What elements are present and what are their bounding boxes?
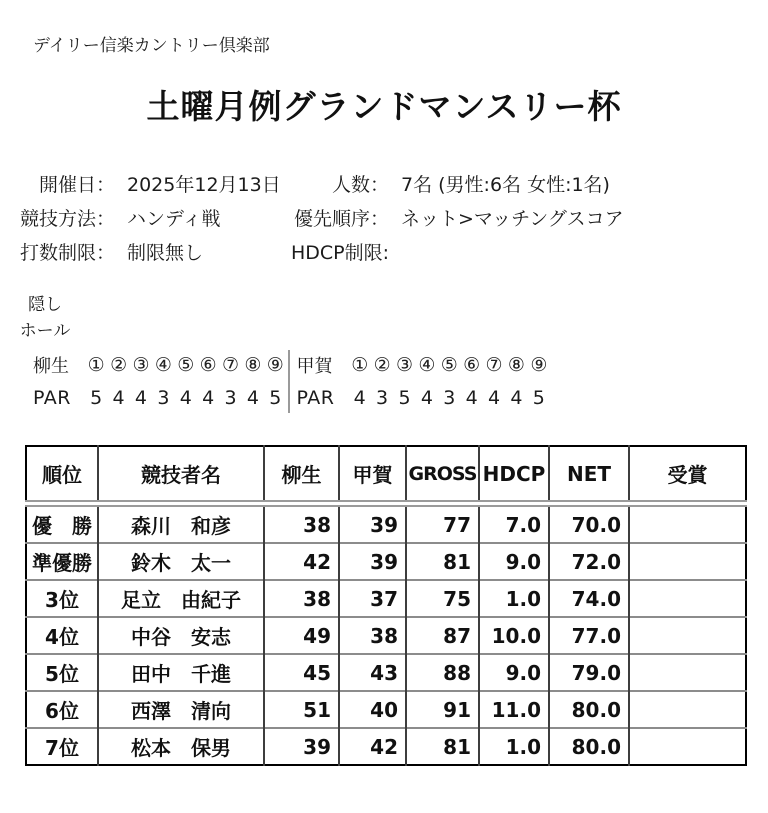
circled-hole-number-icon: ②: [373, 354, 391, 377]
cell-gross: 75: [406, 580, 479, 617]
info-label2: 人数：: [331, 174, 389, 197]
cell-gross: 87: [406, 617, 479, 654]
circled-hole-number-icon: ⑦: [485, 354, 503, 377]
cell-award: [629, 543, 746, 580]
circled-hole-number-icon: ③: [395, 354, 414, 377]
hidden-holes-label: [16, 292, 74, 344]
cell-yagyu: 38: [264, 504, 339, 544]
par-value: 3: [224, 387, 237, 410]
info-value: ハンディ戦: [127, 208, 221, 231]
par-value: 4: [112, 387, 125, 410]
cell-gross: 77: [406, 504, 479, 544]
cell-hdcp: 9.0: [479, 543, 549, 580]
table-row: [26, 728, 746, 765]
par-value: 4: [465, 387, 478, 410]
info-value2: [401, 236, 624, 270]
cell-koga: 39: [339, 504, 406, 544]
column-header: 順位: [26, 446, 98, 504]
results-table: [25, 445, 747, 766]
cell-rank: 6位: [26, 691, 98, 728]
cell-koga: 37: [339, 580, 406, 617]
course-name: 甲賀: [296, 356, 333, 378]
par-value: 4: [488, 387, 501, 410]
par-value: 3: [443, 387, 456, 410]
info-label: 開催日：: [38, 174, 115, 197]
cell-koga: 40: [339, 691, 406, 728]
cell-hdcp: 11.0: [479, 691, 549, 728]
circled-hole-number-icon: ③: [132, 354, 150, 377]
cell-rank: 準優勝: [26, 543, 98, 580]
cell-award: [629, 654, 746, 691]
cell-net: 74.0: [549, 580, 629, 617]
course-name: 柳生: [33, 356, 69, 378]
cell-hdcp: 9.0: [479, 654, 549, 691]
circled-hole-number-icon: ⑥: [463, 354, 481, 377]
cell-yagyu: 38: [264, 580, 339, 617]
cell-net: 70.0: [549, 504, 629, 544]
cell-name: 田中 千進: [98, 654, 264, 691]
circled-hole-number-icon: ①: [351, 354, 369, 377]
cell-gross: 91: [406, 691, 479, 728]
par-label: PAR: [296, 387, 335, 410]
circled-hole-number-icon: ①: [87, 354, 105, 377]
cell-award: [629, 691, 746, 728]
info-value: 2025年12月13日: [127, 174, 281, 197]
hidden-holes-label-line1: 隠し: [28, 295, 62, 316]
circled-hole-number-icon: ⑦: [222, 354, 240, 377]
column-header: GROSS: [406, 446, 479, 504]
cell-gross: 88: [406, 654, 479, 691]
hidden-holes-courses: [33, 350, 768, 413]
cell-name: 松本 保男: [98, 728, 264, 765]
par-value: 4: [420, 387, 433, 410]
cell-award: [629, 504, 746, 544]
cell-net: 77.0: [549, 617, 629, 654]
par-value: 4: [179, 387, 192, 410]
circled-hole-number-icon: ②: [110, 354, 128, 377]
info-row: [20, 236, 624, 270]
column-header: 受賞: [629, 446, 746, 504]
column-header: 柳生: [264, 446, 339, 504]
event-info: [20, 168, 768, 270]
cell-koga: 39: [339, 543, 406, 580]
circled-hole-number-icon: ⑧: [244, 354, 262, 377]
cell-hdcp: 7.0: [479, 504, 549, 544]
cell-koga: 43: [339, 654, 406, 691]
tournament-title: 土曜月例グランドマンスリー杯: [146, 87, 622, 127]
cell-koga: 38: [339, 617, 406, 654]
par-value: 3: [157, 387, 170, 410]
cell-net: 80.0: [549, 728, 629, 765]
cell-yagyu: 49: [264, 617, 339, 654]
circled-hole-number-icon: ④: [154, 354, 172, 377]
par-value: 5: [269, 387, 282, 410]
info-label2: 優先順序：: [293, 208, 389, 231]
circled-hole-number-icon: ⑤: [177, 354, 195, 377]
info-value: 制限無し: [127, 242, 204, 265]
par-value: 4: [202, 387, 215, 410]
cell-gross: 81: [406, 543, 479, 580]
club-name: デイリー信楽カントリー倶楽部: [33, 36, 270, 56]
results-table-body: [26, 504, 746, 766]
circled-hole-number-icon: ⑥: [199, 354, 217, 377]
table-row: [26, 580, 746, 617]
cell-net: 72.0: [549, 543, 629, 580]
circled-hole-number-icon: ⑧: [507, 354, 525, 377]
circled-hole-number-icon: ④: [418, 354, 436, 377]
course-block: [33, 350, 287, 413]
cell-net: 80.0: [549, 691, 629, 728]
cell-koga: 42: [339, 728, 406, 765]
cell-award: [629, 728, 746, 765]
results-table-head-row: [26, 446, 746, 504]
column-header: HDCP: [479, 446, 549, 504]
cell-gross: 81: [406, 728, 479, 765]
cell-net: 79.0: [549, 654, 629, 691]
cell-rank: 優 勝: [32, 514, 92, 539]
cell-yagyu: 51: [264, 691, 339, 728]
cell-rank: 4位: [26, 617, 98, 654]
column-header: 競技者名: [98, 446, 264, 504]
info-label: 打数制限：: [20, 242, 116, 265]
info-row: [20, 202, 624, 236]
hidden-holes-label-line2: ホール: [19, 321, 71, 342]
cell-yagyu: 42: [264, 543, 339, 580]
par-value: 4: [353, 387, 366, 410]
cell-rank: 5位: [26, 654, 98, 691]
info-row: [20, 168, 624, 202]
column-header: NET: [549, 446, 629, 504]
par-value: 4: [246, 387, 259, 410]
info-value2: ネット>マッチングスコア: [401, 208, 624, 231]
cell-hdcp: 10.0: [479, 617, 549, 654]
cell-name: 鈴木 太一: [98, 543, 264, 580]
circled-hole-number-icon: ⑨: [266, 354, 284, 377]
table-row: [26, 691, 746, 728]
course-divider: [288, 350, 290, 413]
column-header: 甲賀: [339, 446, 406, 504]
cell-name: 中谷 安志: [98, 617, 264, 654]
cell-rank: 7位: [26, 728, 98, 765]
table-row: [26, 504, 746, 544]
table-row: [26, 617, 746, 654]
par-value: 5: [532, 387, 545, 410]
info-label: 競技方法：: [20, 208, 116, 231]
cell-hdcp: 1.0: [479, 580, 549, 617]
info-value2: 7名 (男性:6名 女性:1名): [401, 174, 610, 197]
cell-award: [629, 617, 746, 654]
par-value: 4: [510, 387, 523, 410]
circled-hole-number-icon: ⑨: [530, 354, 548, 377]
cell-yagyu: 39: [264, 728, 339, 765]
par-label: PAR: [33, 387, 71, 410]
par-value: 5: [90, 387, 103, 410]
tournament-result-page: [0, 36, 768, 813]
cell-name: 森川 和彦: [98, 504, 264, 544]
course-block: [297, 350, 551, 413]
info-label2: HDCP制限:: [290, 242, 389, 265]
par-value: 4: [134, 387, 148, 410]
cell-name: 西澤 清向: [98, 691, 264, 728]
hidden-holes-section: [0, 292, 768, 413]
par-value: 3: [376, 387, 389, 410]
cell-rank: 3位: [26, 580, 98, 617]
circled-hole-number-icon: ⑤: [440, 354, 458, 377]
cell-award: [629, 580, 746, 617]
cell-hdcp: 1.0: [479, 728, 549, 765]
par-value: 5: [398, 387, 411, 410]
table-row: [26, 543, 746, 580]
table-row: [26, 654, 746, 691]
cell-yagyu: 45: [264, 654, 339, 691]
cell-name: 足立 由紀子: [98, 580, 264, 617]
